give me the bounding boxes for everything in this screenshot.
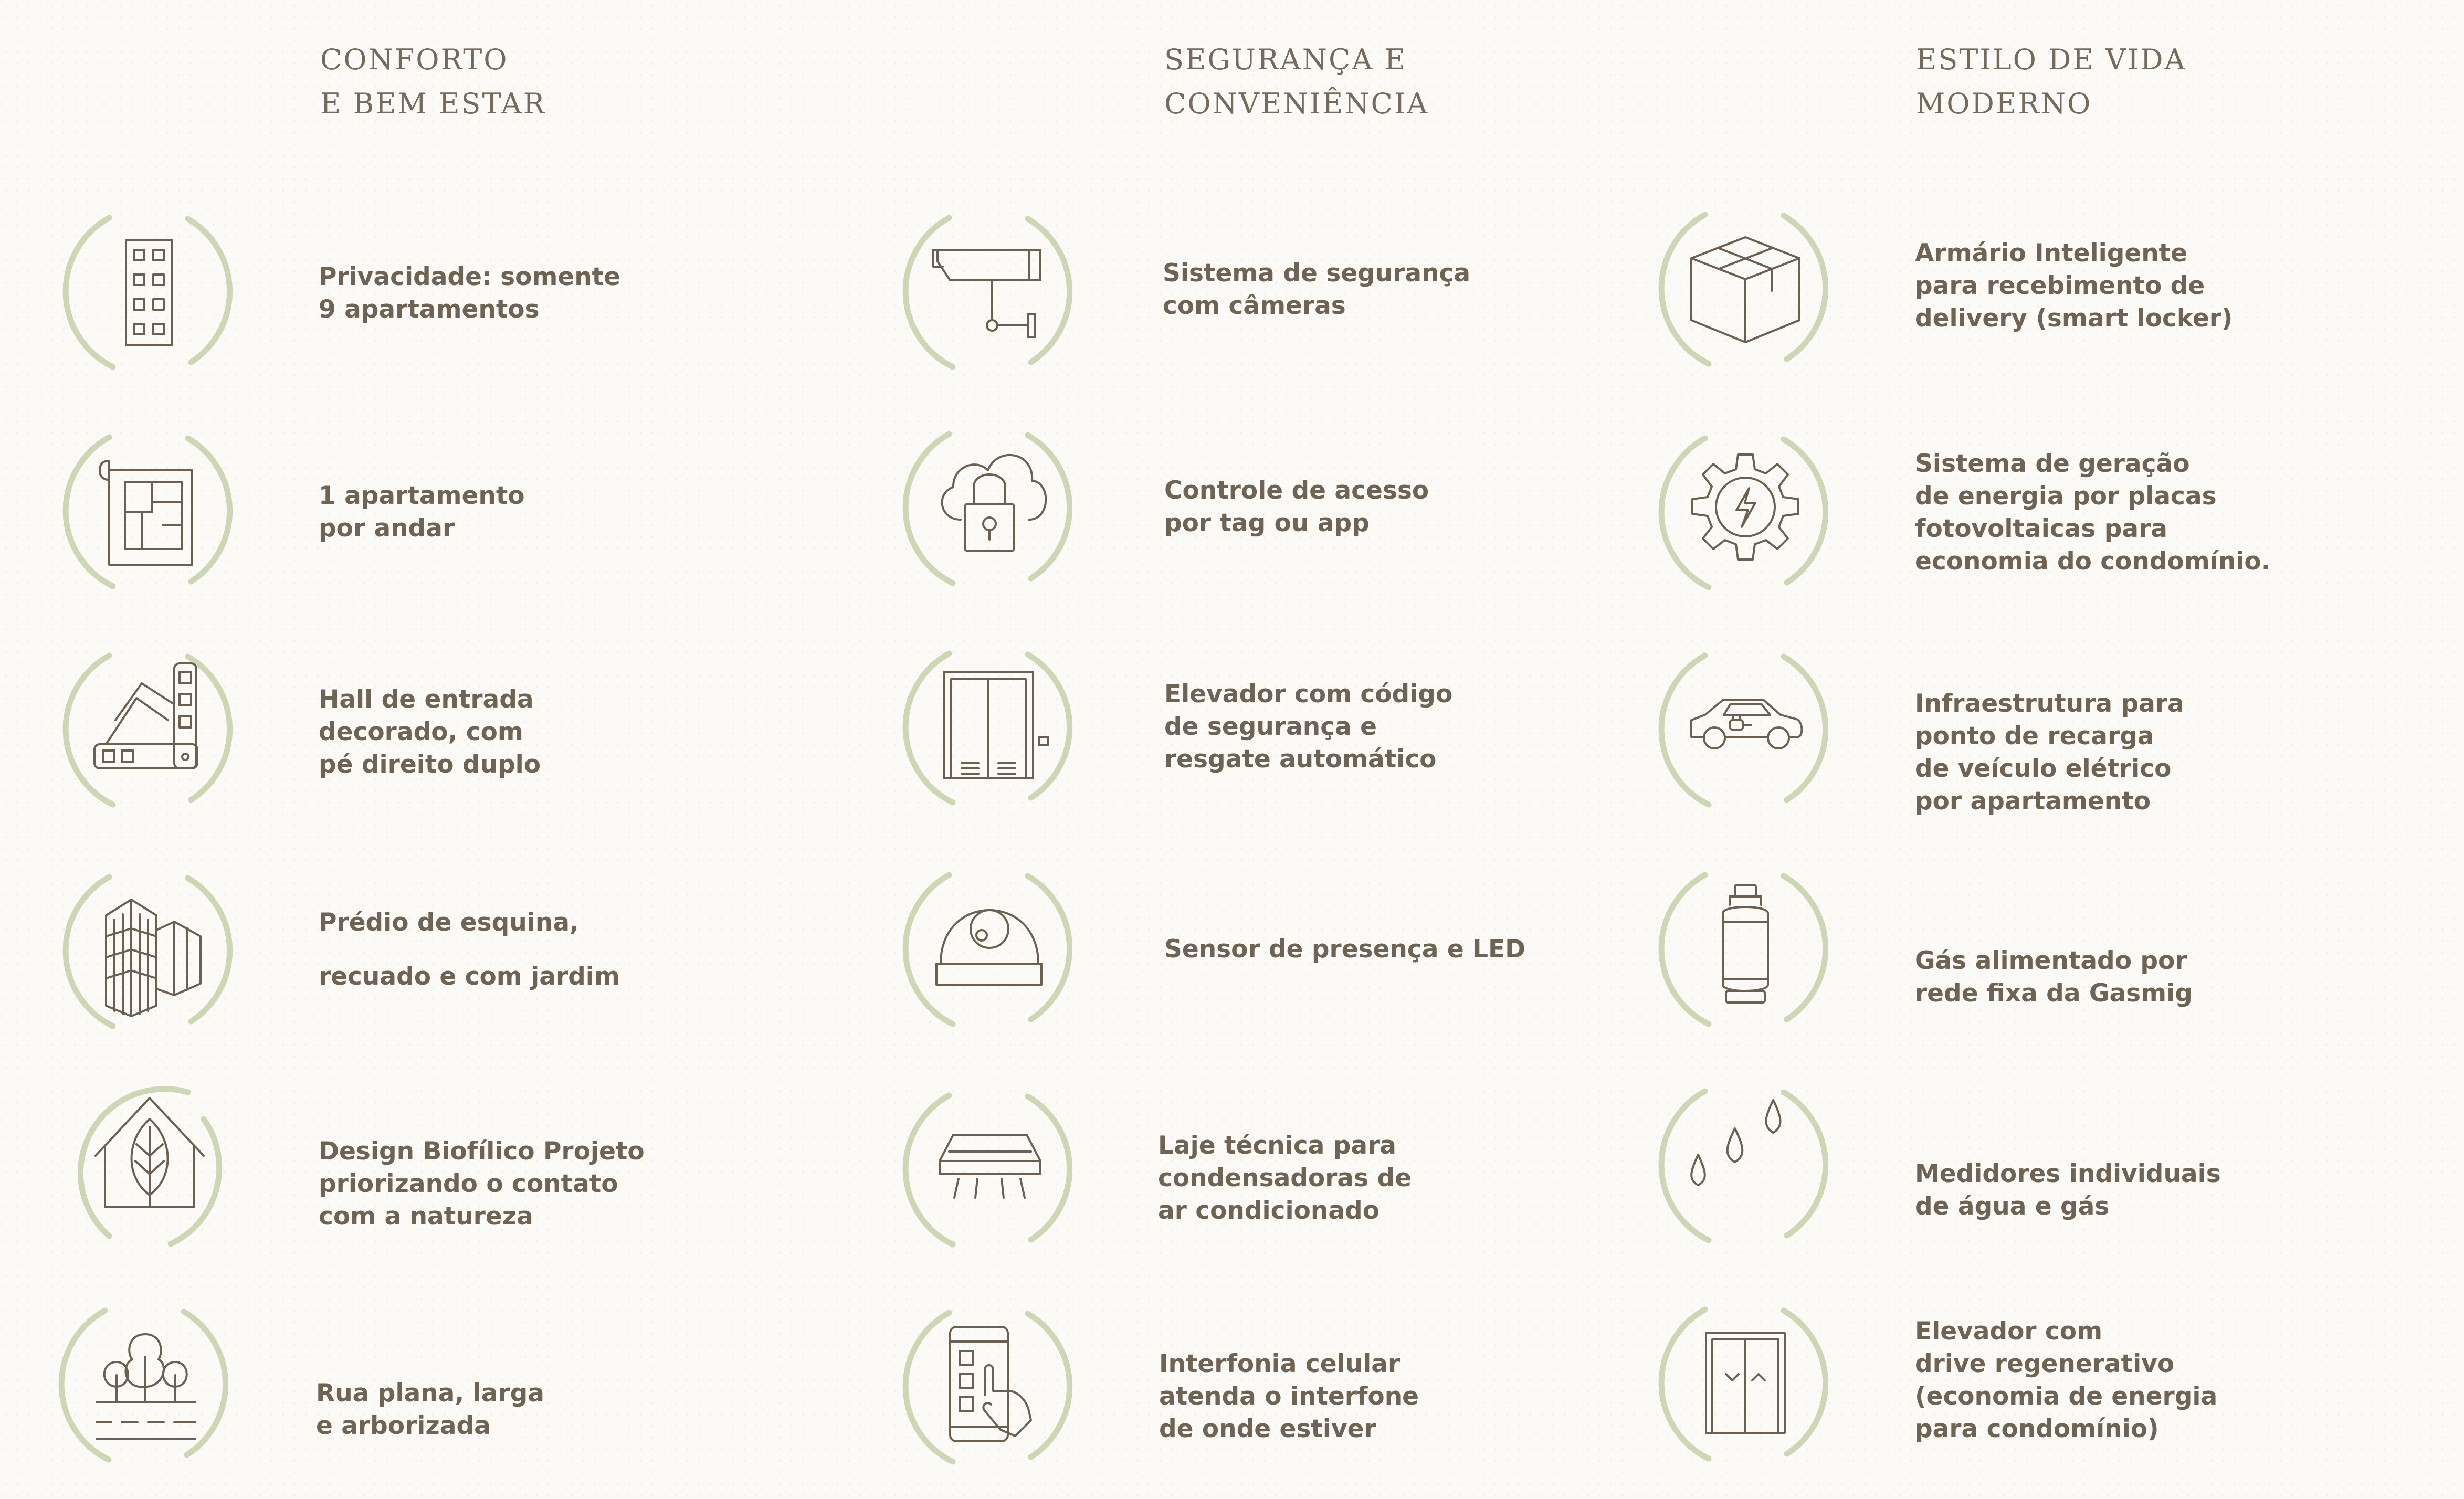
item-privacidade: Privacidade: somente 9 apartamentos — [319, 262, 621, 324]
title-line: CONVENIÊNCIA — [1164, 87, 1429, 120]
leaf-house-icon — [63, 1077, 236, 1250]
water-drops-icon — [1659, 1077, 1832, 1250]
column-title-seguranca — [1164, 38, 1429, 126]
item-energia-fotovoltaica: Sistema de geração de energia por placas fotovoltaicas para economia do condomínio. — [1915, 449, 2271, 576]
title-line: E BEM ESTAR — [320, 87, 546, 120]
corner-building-icon — [63, 863, 236, 1036]
item-laje-tecnica: Laje técnica para condensadoras de ar condicionado — [1158, 1131, 1412, 1225]
item-recarga-veiculo: Infraestrutura para ponto de recarga de veículo elétrico por apartamento — [1915, 689, 2184, 816]
item-sistema-seguranca: Sistema de segurança com câmeras — [1163, 259, 1471, 320]
floor-plan-icon — [63, 423, 236, 596]
item-rua-plana: Rua plana, larga e arborizada — [316, 1379, 544, 1440]
item-design-biofilico: Design Biofílico Projeto priorizando o contato com a natureza — [319, 1137, 645, 1231]
title-line: ESTILO DE VIDA — [1916, 43, 2187, 76]
item-interfonia-celular: Interfonia celular atenda o interfone de onde estiver — [1159, 1349, 1419, 1443]
elevator-icon — [903, 639, 1076, 812]
title-line: CONFORTO — [320, 43, 509, 76]
motion-sensor-icon — [903, 861, 1076, 1034]
item-sensor-presenca: Sensor de presença e LED — [1164, 935, 1526, 964]
regen-elevator-icon — [1659, 1295, 1832, 1469]
package-box-icon — [1659, 200, 1832, 374]
building-icon — [63, 204, 236, 377]
item-elevador-regenerativo: Elevador com drive regenerativo (economia de energia para condomínio) — [1915, 1317, 2218, 1443]
title-line: SEGURANÇA E — [1164, 43, 1407, 76]
item-apartamento-andar: 1 apartamento por andar — [319, 481, 525, 543]
item-predio-esquina-2: recuado e com jardim — [319, 962, 620, 991]
item-elevador-codigo: Elevador com código de segurança e resgate automático — [1164, 680, 1453, 774]
gas-cylinder-icon — [1659, 861, 1832, 1034]
column-title-conforto — [320, 38, 546, 126]
electric-car-icon — [1659, 641, 1832, 815]
item-predio-esquina: Prédio de esquina, — [319, 908, 579, 937]
title-line: MODERNO — [1916, 87, 2092, 120]
ac-unit-icon — [903, 1081, 1076, 1254]
item-medidores-individuais: Medidores individuais de água e gás — [1915, 1159, 2221, 1221]
item-controle-acesso: Controle de acesso por tag ou app — [1164, 476, 1429, 537]
color-swatch-icon — [63, 641, 236, 815]
phone-touch-icon — [903, 1299, 1076, 1472]
item-hall-entrada: Hall de entrada decorado, com pé direito duplo — [319, 685, 541, 779]
security-camera-icon — [903, 204, 1076, 377]
cloud-lock-icon — [903, 420, 1076, 593]
item-gas-gasmig: Gás alimentado por rede fixa da Gasmig — [1915, 946, 2193, 1008]
solar-gear-icon — [1659, 424, 1832, 597]
item-armario-inteligente: Armário Inteligente para recebimento de delivery (smart locker) — [1915, 239, 2233, 333]
tree-street-icon — [59, 1296, 232, 1470]
column-title-estilo — [1916, 38, 2187, 126]
